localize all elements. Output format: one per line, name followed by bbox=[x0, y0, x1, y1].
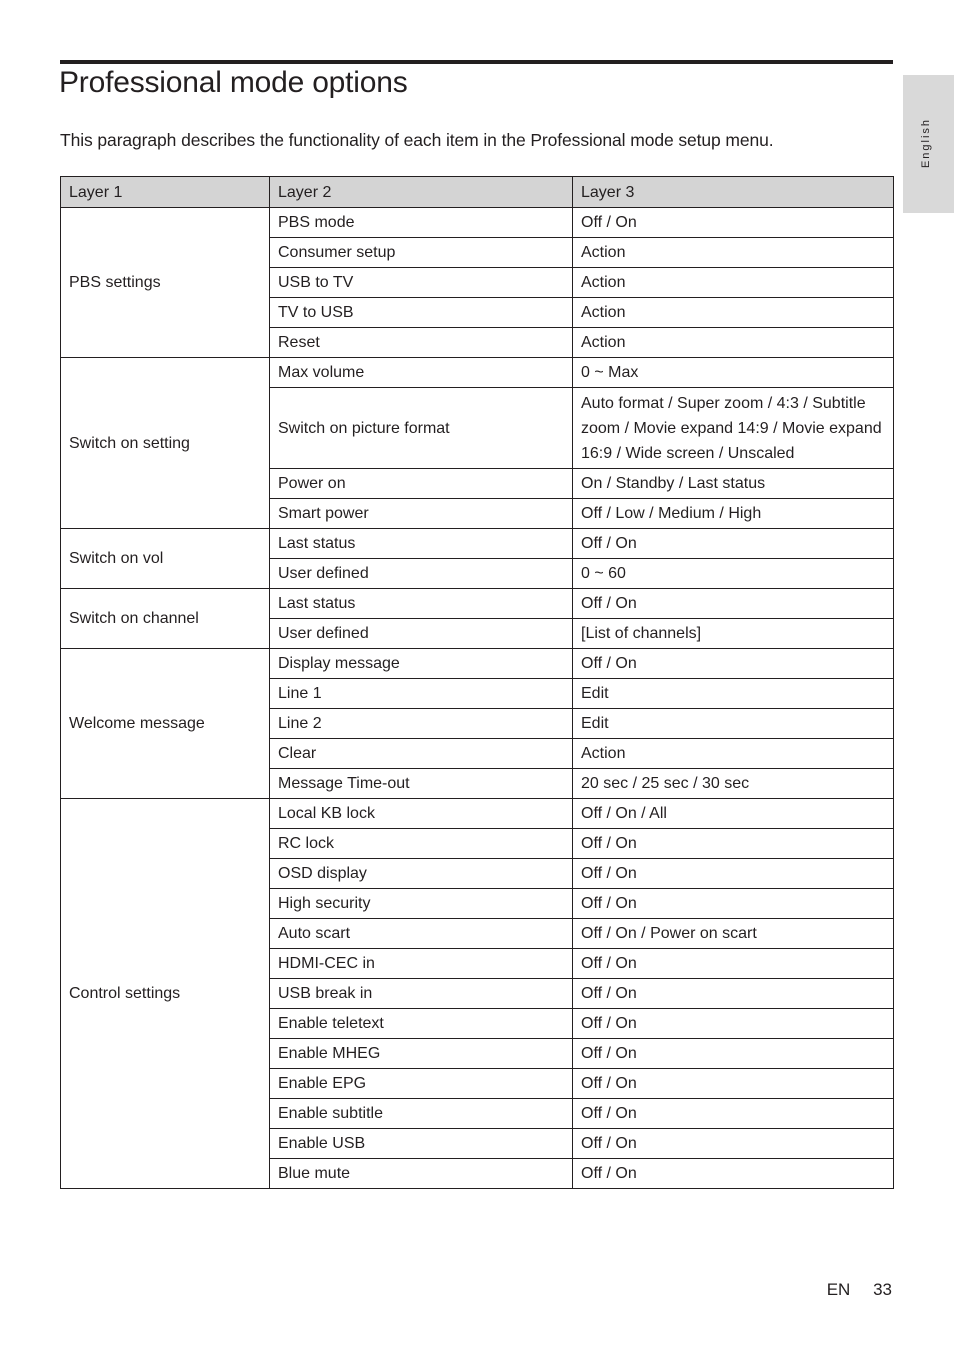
layer2-cell: User defined bbox=[270, 559, 573, 589]
table-body bbox=[61, 208, 894, 1189]
layer2-cell: Enable MHEG bbox=[270, 1039, 573, 1069]
page-footer bbox=[827, 1280, 892, 1300]
header-layer-2: Layer 2 bbox=[270, 177, 573, 208]
layer3-cell: Action bbox=[573, 238, 894, 268]
layer3-cell: Off / On bbox=[573, 889, 894, 919]
layer3-cell: Off / On bbox=[573, 859, 894, 889]
top-rule bbox=[60, 60, 893, 64]
layer1-cell: Switch on setting bbox=[61, 358, 270, 529]
layer2-cell: User defined bbox=[270, 619, 573, 649]
layer2-cell: Last status bbox=[270, 529, 573, 559]
table-row bbox=[61, 589, 894, 619]
layer2-cell: Auto scart bbox=[270, 919, 573, 949]
layer1-cell: Switch on vol bbox=[61, 529, 270, 589]
layer2-cell: Reset bbox=[270, 328, 573, 358]
table-row bbox=[61, 358, 894, 388]
layer3-cell: Auto format / Super zoom / 4:3 / Subtitle zoom / Movie expand 14:9 / Movie expand 16:9 / Wide screen / Unscaled bbox=[573, 388, 894, 469]
layer2-cell: Blue mute bbox=[270, 1159, 573, 1189]
layer3-cell: Off / Low / Medium / High bbox=[573, 499, 894, 529]
layer3-cell: Off / On / All bbox=[573, 799, 894, 829]
layer1-cell: Welcome message bbox=[61, 649, 270, 799]
layer3-cell: 0 ~ Max bbox=[573, 358, 894, 388]
layer3-cell: Off / On bbox=[573, 949, 894, 979]
layer3-cell: Action bbox=[573, 739, 894, 769]
table-header-row bbox=[61, 177, 894, 208]
layer2-cell: PBS mode bbox=[270, 208, 573, 238]
layer3-cell: Off / On bbox=[573, 529, 894, 559]
layer2-cell: Line 2 bbox=[270, 709, 573, 739]
layer3-cell: Action bbox=[573, 328, 894, 358]
page-title: Professional mode options bbox=[59, 66, 408, 99]
layer2-cell: Consumer setup bbox=[270, 238, 573, 268]
layer2-cell: Line 1 bbox=[270, 679, 573, 709]
layer2-cell: USB to TV bbox=[270, 268, 573, 298]
layer3-cell: Edit bbox=[573, 679, 894, 709]
layer3-cell: Off / On / Power on scart bbox=[573, 919, 894, 949]
layer3-cell: Off / On bbox=[573, 649, 894, 679]
layer3-cell: On / Standby / Last status bbox=[573, 469, 894, 499]
layer1-cell: Switch on channel bbox=[61, 589, 270, 649]
layer3-cell: Edit bbox=[573, 709, 894, 739]
layer3-cell: Off / On bbox=[573, 589, 894, 619]
layer2-cell: Max volume bbox=[270, 358, 573, 388]
layer2-cell: TV to USB bbox=[270, 298, 573, 328]
layer3-cell: 20 sec / 25 sec / 30 sec bbox=[573, 769, 894, 799]
layer2-cell: Clear bbox=[270, 739, 573, 769]
options-table bbox=[60, 176, 894, 1189]
layer2-cell: Enable subtitle bbox=[270, 1099, 573, 1129]
layer2-cell: Enable teletext bbox=[270, 1009, 573, 1039]
footer-language: EN bbox=[826, 1280, 851, 1299]
table-row bbox=[61, 208, 894, 238]
layer2-cell: Last status bbox=[270, 589, 573, 619]
layer2-cell: Message Time-out bbox=[270, 769, 573, 799]
layer2-cell: Local KB lock bbox=[270, 799, 573, 829]
layer3-cell: Off / On bbox=[573, 1129, 894, 1159]
header-layer-1: Layer 1 bbox=[61, 177, 270, 208]
table-row bbox=[61, 799, 894, 829]
layer2-cell: Switch on picture format bbox=[270, 388, 573, 469]
header-layer-3: Layer 3 bbox=[573, 177, 894, 208]
layer2-cell: RC lock bbox=[270, 829, 573, 859]
layer2-cell: Enable USB bbox=[270, 1129, 573, 1159]
page-number: 33 bbox=[873, 1280, 892, 1299]
layer1-cell: PBS settings bbox=[61, 208, 270, 358]
layer3-cell: Off / On bbox=[573, 979, 894, 1009]
layer2-cell: Smart power bbox=[270, 499, 573, 529]
layer2-cell: USB break in bbox=[270, 979, 573, 1009]
layer2-cell: HDMI-CEC in bbox=[270, 949, 573, 979]
layer3-cell: Action bbox=[573, 268, 894, 298]
layer3-cell: Off / On bbox=[573, 1009, 894, 1039]
table-row bbox=[61, 529, 894, 559]
layer3-cell: Off / On bbox=[573, 208, 894, 238]
layer3-cell: Off / On bbox=[573, 1039, 894, 1069]
intro-paragraph: This paragraph describes the functionality of each item in the Professional mode setup menu. bbox=[60, 130, 774, 150]
layer2-cell: Power on bbox=[270, 469, 573, 499]
layer1-cell: Control settings bbox=[61, 799, 270, 1189]
layer2-cell: High security bbox=[270, 889, 573, 919]
layer3-cell: Action bbox=[573, 298, 894, 328]
table-row bbox=[61, 649, 894, 679]
layer3-cell: Off / On bbox=[573, 1069, 894, 1099]
layer3-cell: [List of channels] bbox=[573, 619, 894, 649]
layer3-cell: Off / On bbox=[573, 1099, 894, 1129]
layer3-cell: Off / On bbox=[573, 829, 894, 859]
layer3-cell: Off / On bbox=[573, 1159, 894, 1189]
layer3-cell: 0 ~ 60 bbox=[573, 559, 894, 589]
language-tab-label: English bbox=[920, 117, 932, 169]
layer2-cell: Display message bbox=[270, 649, 573, 679]
layer2-cell: Enable EPG bbox=[270, 1069, 573, 1099]
layer2-cell: OSD display bbox=[270, 859, 573, 889]
